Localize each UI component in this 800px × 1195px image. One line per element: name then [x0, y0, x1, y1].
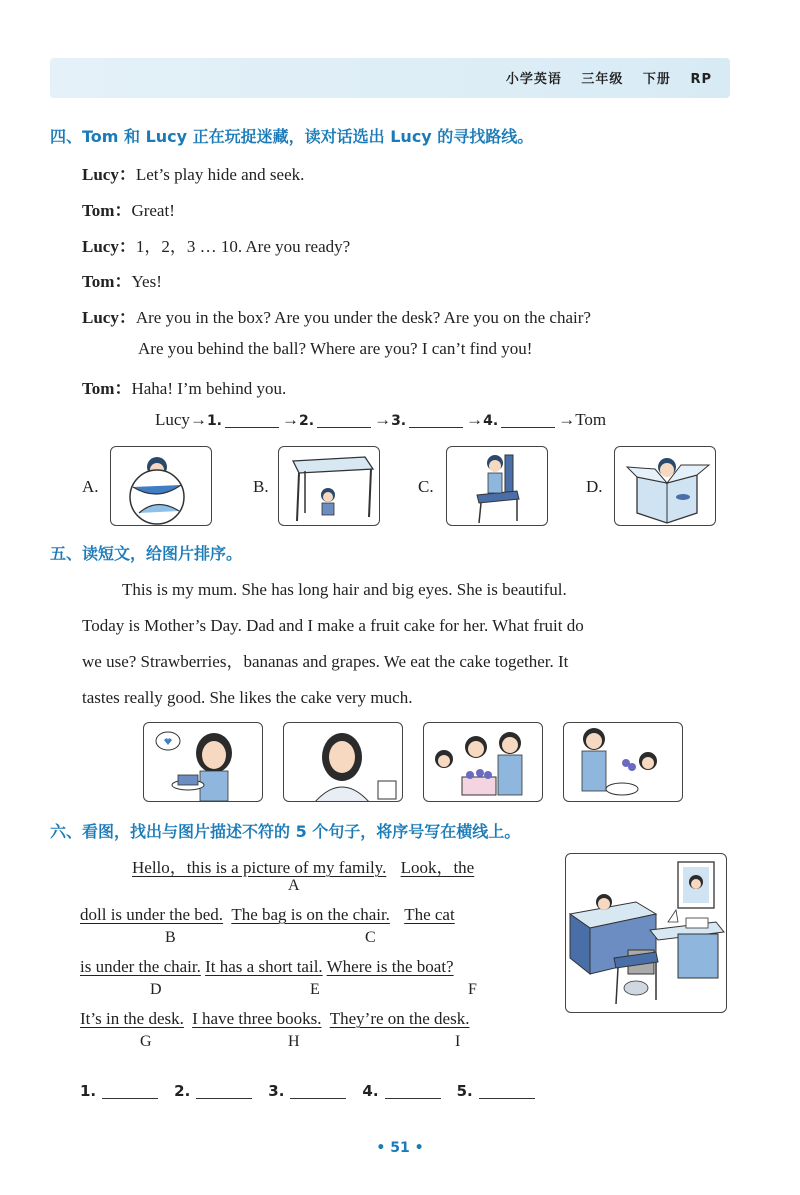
sentence-h: I have three books.: [192, 1009, 322, 1028]
route-step-4: 4.: [483, 413, 499, 429]
answer-label-2: 2.: [174, 1082, 191, 1100]
route-step-2: 2.: [299, 413, 315, 429]
route-blank-2[interactable]: [317, 412, 371, 428]
option-a-picture[interactable]: [110, 446, 212, 526]
answer-label-5: 5.: [456, 1082, 473, 1100]
passage-line-4: tastes really good. She likes the cake very much.: [82, 688, 413, 707]
passage-line-1: This is my mum. She has long hair and big eyes. She is beautiful.: [122, 580, 567, 599]
chair-illustration: [447, 447, 548, 526]
sentence-f: Where is the boat?: [326, 957, 454, 976]
s6-line-2: [80, 905, 455, 925]
sentence-b-start: Look，the: [400, 858, 475, 877]
passage-line-3: we use? Strawberries，bananas and grapes. We eat the cake together. It: [82, 652, 569, 671]
route-end: Tom: [575, 410, 607, 429]
dialogue-text: Great!: [131, 201, 175, 220]
story-picture-family-eating[interactable]: [423, 722, 543, 802]
dialogue-speaker: Tom：: [82, 272, 132, 291]
sentence-e: It has a short tail.: [205, 957, 323, 976]
mum-portrait-illustration: [284, 723, 403, 802]
route-arrow: →: [189, 410, 207, 429]
room-picture[interactable]: [565, 853, 727, 1013]
ball-illustration: [111, 447, 212, 526]
tag-c: C: [365, 929, 376, 946]
sentence-d-start: The cat: [404, 905, 455, 924]
header-grade: 三年级: [581, 72, 624, 87]
option-c-picture[interactable]: [446, 446, 548, 526]
dialogue-speaker: Lucy：: [82, 308, 136, 327]
section6-title: 六、看图，找出与图片描述不符的 5 个句子，将序号写在横线上。: [50, 822, 521, 841]
option-b-picture[interactable]: [278, 446, 380, 526]
dialogue-speaker: Tom：: [82, 201, 132, 220]
dialogue-text: 1，2，3 … 10. Are you ready?: [135, 237, 351, 256]
page-number: • 51 •: [376, 1140, 424, 1156]
header-text: [492, 68, 712, 87]
route-step-3: 3.: [391, 413, 407, 429]
answer-blank-3[interactable]: [290, 1085, 346, 1099]
dialogue-speaker: Lucy：: [82, 165, 136, 184]
answer-blank-1[interactable]: [102, 1085, 158, 1099]
story-picture-mum-cake[interactable]: [143, 722, 263, 802]
box-illustration: [615, 447, 716, 526]
dialogue-speaker: Lucy：: [82, 237, 136, 256]
desk-illustration: [279, 447, 380, 526]
story-picture-mum[interactable]: [283, 722, 403, 802]
dialogue-text: Let’s play hide and seek.: [135, 165, 305, 184]
answer-label-3: 3.: [268, 1082, 285, 1100]
dad-and-child-making-cake-illustration: [564, 723, 683, 802]
family-eating-illustration: [424, 723, 543, 802]
route-step-1: 1.: [206, 413, 222, 429]
bedroom-illustration: [566, 854, 727, 1013]
tag-d: D: [150, 981, 162, 998]
s6-line-3: [80, 957, 454, 977]
answer-blank-5[interactable]: [479, 1085, 535, 1099]
route-blank-1[interactable]: [225, 412, 279, 428]
dialogue-line-1: [82, 160, 304, 185]
tag-f: F: [468, 981, 477, 998]
answer-label-4: 4.: [362, 1082, 379, 1100]
option-c-label: C.: [418, 477, 434, 496]
option-d-label: D.: [586, 477, 603, 496]
sentence-b-end: doll is under the bed.: [80, 905, 224, 924]
tag-a: A: [288, 877, 300, 894]
dialogue-line-6: Are you behind the ball? Where are you? I can’t find you!: [138, 339, 533, 358]
dialogue-text: Yes!: [131, 272, 162, 291]
dialogue-line-7: [82, 374, 286, 399]
option-a-label: A.: [82, 477, 99, 496]
s6-line-1: [132, 853, 474, 878]
dialogue-text: Haha! I’m behind you.: [131, 379, 287, 398]
dialogue-line-2: [82, 196, 175, 221]
dialogue-text: Are you in the box? Are you under the desk? Are you on the chair?: [135, 308, 591, 327]
dialogue-line-3: [82, 232, 350, 257]
route-arrow: →: [466, 410, 484, 429]
route-blank-4[interactable]: [501, 412, 555, 428]
sentence-d-end: is under the chair.: [80, 957, 201, 976]
section4-title: 四、Tom 和 Lucy 正在玩捉迷藏，读对话选出 Lucy 的寻找路线。: [50, 127, 534, 146]
route-blank-3[interactable]: [409, 412, 463, 428]
passage-line-2: Today is Mother’s Day. Dad and I make a fruit cake for her. What fruit do: [82, 616, 584, 635]
answer-blank-4[interactable]: [385, 1085, 441, 1099]
option-b-label: B.: [253, 477, 269, 496]
dialogue-speaker: Tom：: [82, 379, 132, 398]
sentence-i: They’re on the desk.: [329, 1009, 470, 1028]
sentence-a: Hello，this is a picture of my family.: [132, 858, 387, 877]
header-band: [50, 58, 730, 98]
dialogue-line-4: [82, 267, 162, 292]
header-volume: 下册: [642, 72, 671, 87]
option-d-picture[interactable]: [614, 446, 716, 526]
header-edition: RP: [690, 72, 712, 87]
tag-b: B: [165, 929, 176, 946]
answer-label-1: 1.: [80, 1082, 97, 1100]
section5-passage: [82, 572, 728, 716]
route-arrow: →: [282, 410, 299, 429]
story-picture-making-cake[interactable]: [563, 722, 683, 802]
mum-with-cake-illustration: [144, 723, 263, 802]
sentence-g: It’s in the desk.: [80, 1009, 184, 1028]
section5-title: 五、读短文，给图片排序。: [50, 544, 243, 563]
dialogue-line-5: [82, 303, 591, 328]
answer-row: [80, 1082, 551, 1100]
route-line: [155, 410, 606, 430]
tag-h: H: [288, 1033, 300, 1050]
s6-line-4: [80, 1009, 469, 1029]
tag-e: E: [310, 981, 320, 998]
header-subject: 小学英语: [505, 72, 562, 87]
tag-i: I: [455, 1033, 461, 1050]
sentence-c: The bag is on the chair.: [231, 905, 390, 924]
route-start: Lucy: [155, 410, 190, 429]
answer-blank-2[interactable]: [196, 1085, 252, 1099]
tag-g: G: [140, 1033, 152, 1050]
route-arrow: →: [374, 410, 392, 429]
route-arrow: →: [558, 410, 576, 429]
